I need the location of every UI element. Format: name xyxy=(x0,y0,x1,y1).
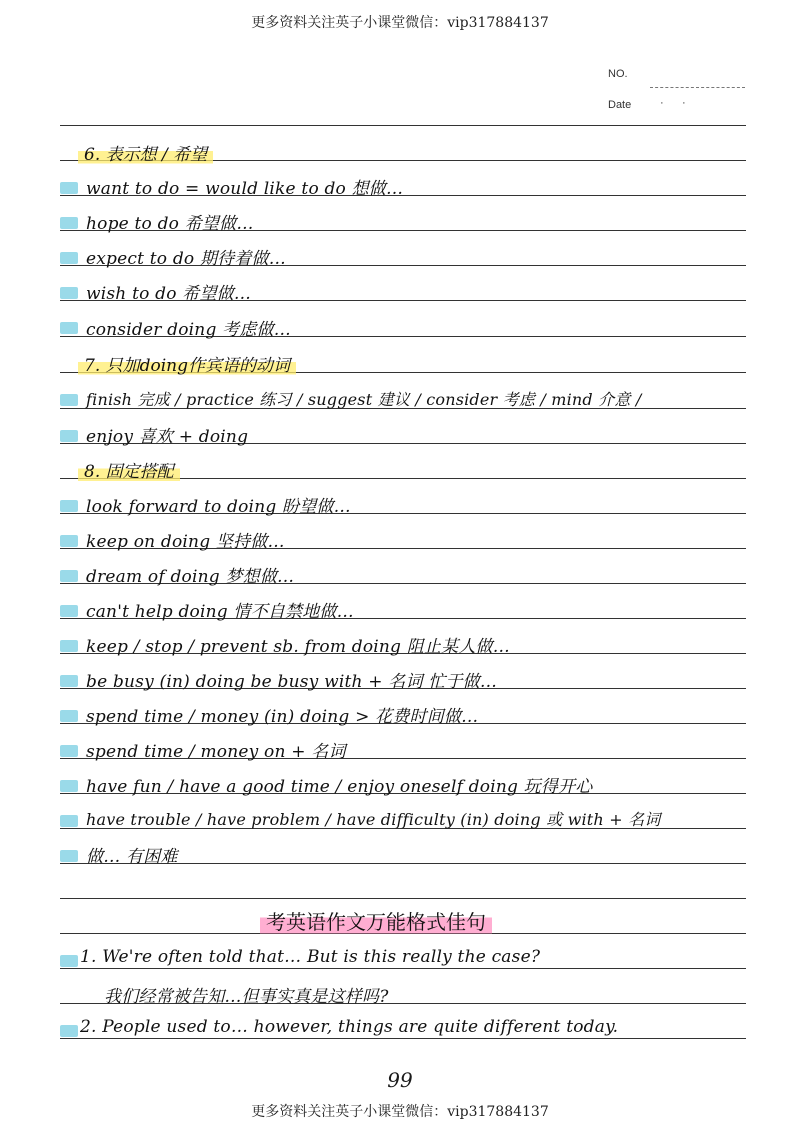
s6-item: wish to do 希望做… xyxy=(86,284,252,304)
bullet-marker xyxy=(60,287,78,299)
s8-item: spend time / money (in) doing > 花费时间做… xyxy=(86,707,479,727)
s8-item: keep on doing 坚持做… xyxy=(86,532,285,552)
bullet-marker xyxy=(60,535,78,547)
no-line xyxy=(650,87,745,88)
s6-item: consider doing 考虑做… xyxy=(86,320,291,340)
bullet-marker xyxy=(60,605,78,617)
s6-item: expect to do 期待着做… xyxy=(86,249,286,269)
s6-item: hope to do 希望做… xyxy=(86,214,254,234)
s7-item: enjoy 喜欢 + doing xyxy=(86,427,249,447)
s8-item: can't help doing 情不自禁地做… xyxy=(86,602,354,622)
watermark-top: 更多资料关注英子小课堂微信：vip317884137 xyxy=(251,15,549,31)
bullet-marker xyxy=(60,394,78,406)
s8-item: dream of doing 梦想做… xyxy=(86,567,295,587)
date-label: Date xyxy=(608,99,632,111)
bullet-marker xyxy=(60,850,78,862)
essay-item: 2. People used to… however, things are quite different today. xyxy=(80,1017,619,1037)
s8-item: be busy (in) doing be busy with + 名词 忙于做… xyxy=(86,672,498,692)
bullet-marker xyxy=(60,252,78,264)
bullet-marker xyxy=(60,780,78,792)
ruled-line xyxy=(60,125,746,126)
essay-item: 我们经常被告知…但事实真是这样吗? xyxy=(104,987,389,1007)
s6-item: want to do = would like to do 想做… xyxy=(86,179,404,199)
essay-item: 1. We're often told that… But is this really the case? xyxy=(80,947,541,967)
essay-title: 考英语作文万能格式佳句 xyxy=(260,906,492,935)
s7-item: finish 完成 / practice 练习 / suggest 建议 / consider 考虑 / mind 介意 / xyxy=(86,390,642,409)
s8-item: look forward to doing 盼望做… xyxy=(86,497,351,517)
bullet-marker xyxy=(60,182,78,194)
s8-item: have fun / have a good time / enjoy oneself doing 玩得开心 xyxy=(86,777,593,797)
ruled-line xyxy=(60,898,746,899)
section-8-heading: 8. 固定搭配 xyxy=(78,457,180,482)
s8-item: 做… 有困难 xyxy=(86,847,178,867)
bullet-marker xyxy=(60,430,78,442)
bullet-marker xyxy=(60,955,78,967)
bullet-marker xyxy=(60,1025,78,1037)
bullet-marker xyxy=(60,675,78,687)
watermark-bottom: 更多资料关注英子小课堂微信：vip317884137 xyxy=(251,1104,549,1120)
section-7-heading: 7. 只加doing作宾语的动词 xyxy=(78,351,296,376)
no-label: NO. xyxy=(608,68,628,80)
bullet-marker xyxy=(60,217,78,229)
bullet-marker xyxy=(60,322,78,334)
s8-item: keep / stop / prevent sb. from doing 阻止某人做… xyxy=(86,637,510,657)
section-6-heading: 6. 表示想 / 希望 xyxy=(78,140,213,165)
bullet-marker xyxy=(60,745,78,757)
page-number: 99 xyxy=(387,1068,413,1092)
bullet-marker xyxy=(60,640,78,652)
s8-item: spend time / money on + 名词 xyxy=(86,742,346,762)
s8-item: have trouble / have problem / have difficulty (in) doing 或 with + 名词 xyxy=(86,810,661,829)
bullet-marker xyxy=(60,570,78,582)
bullet-marker xyxy=(60,710,78,722)
date-dots: · · xyxy=(660,97,686,109)
ruled-line xyxy=(60,1038,746,1039)
ruled-line xyxy=(60,968,746,969)
bullet-marker xyxy=(60,500,78,512)
bullet-marker xyxy=(60,815,78,827)
